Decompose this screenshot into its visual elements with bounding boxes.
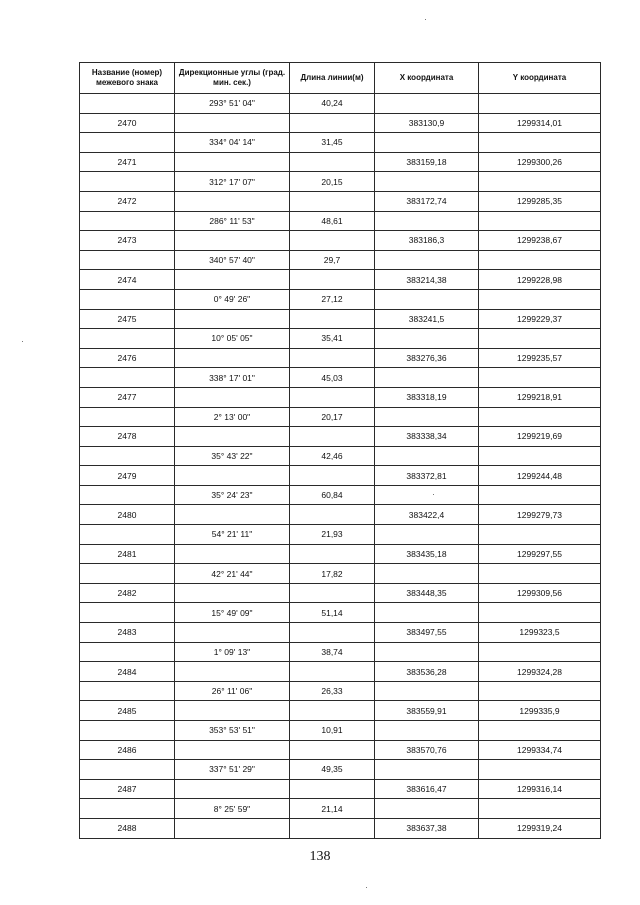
table-row	[80, 525, 601, 545]
cell-line-length: 21,14	[290, 799, 375, 819]
cell-line-length: 21,93	[290, 525, 375, 545]
cell-y-coordinate	[479, 250, 601, 270]
cell-x-coordinate: 383276,36	[375, 348, 479, 368]
cell-direction-angle	[175, 152, 290, 172]
table-row	[80, 231, 601, 251]
cell-y-coordinate	[479, 211, 601, 231]
cell-x-coordinate	[375, 603, 479, 623]
cell-x-coordinate: 383637,38	[375, 818, 479, 838]
cell-line-length: 48,61	[290, 211, 375, 231]
cell-direction-angle: 340° 57' 40"	[175, 250, 290, 270]
cell-x-coordinate: 383616,47	[375, 779, 479, 799]
cell-mark-name: 2481	[80, 544, 175, 564]
cell-x-coordinate: 383570,76	[375, 740, 479, 760]
cell-x-coordinate: 383130,9	[375, 113, 479, 133]
cell-line-length	[290, 701, 375, 721]
cell-mark-name	[80, 94, 175, 114]
cell-y-coordinate: 1299228,98	[479, 270, 601, 290]
cell-y-coordinate: 1299218,91	[479, 387, 601, 407]
cell-direction-angle	[175, 583, 290, 603]
cell-mark-name	[80, 250, 175, 270]
cell-y-coordinate: 1299219,69	[479, 427, 601, 447]
header-mark-name: Название (номер) межевого знака	[80, 63, 175, 94]
cell-x-coordinate: 383318,19	[375, 387, 479, 407]
cell-direction-angle	[175, 231, 290, 251]
cell-y-coordinate	[479, 760, 601, 780]
cell-line-length: 35,41	[290, 329, 375, 349]
header-direction-angle: Дирекционные углы (град. мин. сек.)	[175, 63, 290, 94]
cell-direction-angle	[175, 662, 290, 682]
cell-mark-name: 2484	[80, 662, 175, 682]
table-row	[80, 348, 601, 368]
cell-mark-name: 2486	[80, 740, 175, 760]
cell-mark-name	[80, 485, 175, 505]
cell-mark-name	[80, 368, 175, 388]
cell-y-coordinate	[479, 368, 601, 388]
table-row	[80, 309, 601, 329]
cell-direction-angle: 334° 04' 14"	[175, 133, 290, 153]
table-header-row	[80, 63, 601, 94]
cell-direction-angle: 0° 49' 26"	[175, 289, 290, 309]
table-row	[80, 270, 601, 290]
cell-mark-name	[80, 721, 175, 741]
cell-line-length: 10,91	[290, 721, 375, 741]
cell-direction-angle	[175, 544, 290, 564]
cell-x-coordinate	[375, 133, 479, 153]
cell-mark-name	[80, 172, 175, 192]
cell-mark-name: 2477	[80, 387, 175, 407]
cell-y-coordinate: 1299319,24	[479, 818, 601, 838]
cell-x-coordinate	[375, 407, 479, 427]
scan-speck	[366, 887, 367, 888]
cell-mark-name	[80, 289, 175, 309]
table-row	[80, 603, 601, 623]
cell-x-coordinate	[375, 681, 479, 701]
cell-mark-name: 2473	[80, 231, 175, 251]
cell-direction-angle: 1° 09' 13"	[175, 642, 290, 662]
cell-direction-angle: 42° 21' 44"	[175, 564, 290, 584]
cell-line-length: 38,74	[290, 642, 375, 662]
header-x-coordinate: X координата	[375, 63, 479, 94]
cell-mark-name: 2488	[80, 818, 175, 838]
table-row	[80, 505, 601, 525]
cell-x-coordinate: 383372,81	[375, 466, 479, 486]
cell-direction-angle	[175, 623, 290, 643]
cell-y-coordinate: 1299235,57	[479, 348, 601, 368]
cell-direction-angle	[175, 113, 290, 133]
cell-mark-name	[80, 642, 175, 662]
cell-line-length: 29,7	[290, 250, 375, 270]
cell-direction-angle	[175, 818, 290, 838]
cell-y-coordinate	[479, 329, 601, 349]
table-row	[80, 485, 601, 505]
boundary-coordinates-table	[79, 62, 601, 839]
cell-x-coordinate	[375, 94, 479, 114]
table-row	[80, 329, 601, 349]
cell-x-coordinate	[375, 329, 479, 349]
table-row	[80, 250, 601, 270]
cell-y-coordinate	[479, 485, 601, 505]
cell-y-coordinate	[479, 642, 601, 662]
table-row	[80, 740, 601, 760]
cell-mark-name: 2485	[80, 701, 175, 721]
cell-mark-name: 2480	[80, 505, 175, 525]
cell-y-coordinate: 1299309,56	[479, 583, 601, 603]
cell-y-coordinate: 1299316,14	[479, 779, 601, 799]
cell-mark-name	[80, 329, 175, 349]
cell-y-coordinate: 1299285,35	[479, 191, 601, 211]
cell-y-coordinate: 1299314,01	[479, 113, 601, 133]
cell-line-length: 60,84	[290, 485, 375, 505]
cell-direction-angle	[175, 348, 290, 368]
cell-direction-angle: 286° 11' 53"	[175, 211, 290, 231]
cell-line-length	[290, 505, 375, 525]
table-row	[80, 289, 601, 309]
cell-mark-name	[80, 211, 175, 231]
table-row	[80, 133, 601, 153]
cell-mark-name	[80, 564, 175, 584]
cell-x-coordinate	[375, 799, 479, 819]
cell-line-length	[290, 740, 375, 760]
header-y-coordinate: Y координата	[479, 63, 601, 94]
table-row	[80, 701, 601, 721]
cell-x-coordinate: 383186,3	[375, 231, 479, 251]
cell-x-coordinate: 383241,5	[375, 309, 479, 329]
cell-line-length: 17,82	[290, 564, 375, 584]
cell-line-length: 49,35	[290, 760, 375, 780]
cell-x-coordinate	[375, 289, 479, 309]
cell-line-length: 42,46	[290, 446, 375, 466]
cell-y-coordinate	[479, 172, 601, 192]
header-line-length: Длина линии(м)	[290, 63, 375, 94]
cell-y-coordinate: 1299238,67	[479, 231, 601, 251]
table-row	[80, 113, 601, 133]
cell-direction-angle: 8° 25' 59"	[175, 799, 290, 819]
cell-x-coordinate: 383214,38	[375, 270, 479, 290]
cell-mark-name: 2476	[80, 348, 175, 368]
cell-y-coordinate	[479, 94, 601, 114]
cell-mark-name	[80, 603, 175, 623]
cell-mark-name	[80, 681, 175, 701]
cell-direction-angle	[175, 191, 290, 211]
cell-mark-name: 2487	[80, 779, 175, 799]
scan-speck	[433, 494, 434, 495]
cell-direction-angle: 338° 17' 01"	[175, 368, 290, 388]
cell-y-coordinate	[479, 289, 601, 309]
cell-mark-name	[80, 799, 175, 819]
cell-mark-name	[80, 133, 175, 153]
cell-direction-angle	[175, 387, 290, 407]
cell-direction-angle: 10° 05' 05"	[175, 329, 290, 349]
cell-y-coordinate	[479, 525, 601, 545]
cell-x-coordinate: 383497,55	[375, 623, 479, 643]
cell-x-coordinate	[375, 211, 479, 231]
cell-direction-angle: 293° 51' 04"	[175, 94, 290, 114]
cell-direction-angle: 35° 43' 22"	[175, 446, 290, 466]
cell-x-coordinate	[375, 525, 479, 545]
cell-x-coordinate: 383172,74	[375, 191, 479, 211]
cell-x-coordinate	[375, 760, 479, 780]
cell-y-coordinate: 1299297,55	[479, 544, 601, 564]
cell-y-coordinate: 1299335,9	[479, 701, 601, 721]
cell-direction-angle: 312° 17' 07"	[175, 172, 290, 192]
table-row	[80, 779, 601, 799]
cell-line-length	[290, 270, 375, 290]
cell-mark-name: 2483	[80, 623, 175, 643]
cell-direction-angle: 2° 13' 00"	[175, 407, 290, 427]
table-row	[80, 760, 601, 780]
cell-line-length: 20,17	[290, 407, 375, 427]
cell-line-length	[290, 113, 375, 133]
cell-direction-angle	[175, 270, 290, 290]
cell-direction-angle: 353° 53' 51"	[175, 721, 290, 741]
cell-direction-angle: 35° 24' 23"	[175, 485, 290, 505]
cell-line-length: 20,15	[290, 172, 375, 192]
cell-mark-name: 2472	[80, 191, 175, 211]
table-row	[80, 387, 601, 407]
cell-line-length	[290, 662, 375, 682]
cell-line-length	[290, 427, 375, 447]
cell-x-coordinate	[375, 721, 479, 741]
cell-y-coordinate: 1299244,48	[479, 466, 601, 486]
table-row	[80, 407, 601, 427]
cell-line-length	[290, 779, 375, 799]
cell-y-coordinate: 1299229,37	[479, 309, 601, 329]
table-row	[80, 799, 601, 819]
cell-mark-name: 2475	[80, 309, 175, 329]
cell-x-coordinate: 383435,18	[375, 544, 479, 564]
cell-y-coordinate	[479, 407, 601, 427]
scan-speck	[425, 19, 426, 20]
table-row	[80, 172, 601, 192]
cell-mark-name: 2479	[80, 466, 175, 486]
cell-line-length: 40,24	[290, 94, 375, 114]
cell-direction-angle	[175, 309, 290, 329]
cell-direction-angle	[175, 740, 290, 760]
cell-y-coordinate	[479, 603, 601, 623]
table-row	[80, 583, 601, 603]
cell-mark-name	[80, 446, 175, 466]
cell-mark-name: 2478	[80, 427, 175, 447]
scan-speck	[22, 341, 23, 342]
cell-y-coordinate	[479, 446, 601, 466]
cell-line-length	[290, 387, 375, 407]
cell-line-length	[290, 309, 375, 329]
table-row	[80, 544, 601, 564]
cell-mark-name: 2474	[80, 270, 175, 290]
table-row	[80, 191, 601, 211]
cell-line-length: 27,12	[290, 289, 375, 309]
table-row	[80, 446, 601, 466]
cell-direction-angle	[175, 701, 290, 721]
cell-x-coordinate: 383422,4	[375, 505, 479, 525]
cell-x-coordinate	[375, 485, 479, 505]
cell-direction-angle: 337° 51' 29"	[175, 760, 290, 780]
table-row	[80, 662, 601, 682]
cell-x-coordinate: 383559,91	[375, 701, 479, 721]
cell-y-coordinate: 1299334,74	[479, 740, 601, 760]
cell-x-coordinate: 383536,28	[375, 662, 479, 682]
cell-direction-angle	[175, 466, 290, 486]
cell-y-coordinate: 1299324,28	[479, 662, 601, 682]
cell-line-length	[290, 231, 375, 251]
cell-line-length: 26,33	[290, 681, 375, 701]
cell-mark-name: 2471	[80, 152, 175, 172]
cell-direction-angle	[175, 427, 290, 447]
cell-line-length	[290, 818, 375, 838]
table-row	[80, 427, 601, 447]
table-row	[80, 466, 601, 486]
cell-x-coordinate	[375, 250, 479, 270]
cell-x-coordinate	[375, 564, 479, 584]
cell-direction-angle	[175, 779, 290, 799]
cell-y-coordinate: 1299323,5	[479, 623, 601, 643]
cell-x-coordinate: 383159,18	[375, 152, 479, 172]
table-row	[80, 564, 601, 584]
cell-x-coordinate	[375, 368, 479, 388]
table-row	[80, 368, 601, 388]
cell-x-coordinate	[375, 446, 479, 466]
table-row	[80, 642, 601, 662]
table-row	[80, 818, 601, 838]
cell-y-coordinate	[479, 133, 601, 153]
cell-y-coordinate: 1299300,26	[479, 152, 601, 172]
table-row	[80, 152, 601, 172]
cell-direction-angle: 26° 11' 06"	[175, 681, 290, 701]
cell-y-coordinate	[479, 564, 601, 584]
cell-line-length: 45,03	[290, 368, 375, 388]
cell-x-coordinate: 383338,34	[375, 427, 479, 447]
cell-line-length	[290, 466, 375, 486]
table-row	[80, 681, 601, 701]
table-row	[80, 623, 601, 643]
cell-y-coordinate	[479, 721, 601, 741]
table-row	[80, 94, 601, 114]
cell-direction-angle: 54° 21' 11"	[175, 525, 290, 545]
cell-line-length: 51,14	[290, 603, 375, 623]
cell-x-coordinate	[375, 172, 479, 192]
cell-line-length: 31,45	[290, 133, 375, 153]
table-row	[80, 211, 601, 231]
page-number: 138	[309, 849, 331, 864]
cell-line-length	[290, 152, 375, 172]
cell-y-coordinate: 1299279,73	[479, 505, 601, 525]
cell-line-length	[290, 544, 375, 564]
cell-x-coordinate: 383448,35	[375, 583, 479, 603]
cell-direction-angle: 15° 49' 09"	[175, 603, 290, 623]
cell-y-coordinate	[479, 799, 601, 819]
table-row	[80, 721, 601, 741]
cell-line-length	[290, 348, 375, 368]
cell-mark-name	[80, 525, 175, 545]
cell-mark-name: 2470	[80, 113, 175, 133]
cell-direction-angle	[175, 505, 290, 525]
cell-line-length	[290, 623, 375, 643]
cell-mark-name	[80, 760, 175, 780]
cell-x-coordinate	[375, 642, 479, 662]
cell-mark-name	[80, 407, 175, 427]
cell-mark-name: 2482	[80, 583, 175, 603]
cell-line-length	[290, 191, 375, 211]
cell-line-length	[290, 583, 375, 603]
cell-y-coordinate	[479, 681, 601, 701]
